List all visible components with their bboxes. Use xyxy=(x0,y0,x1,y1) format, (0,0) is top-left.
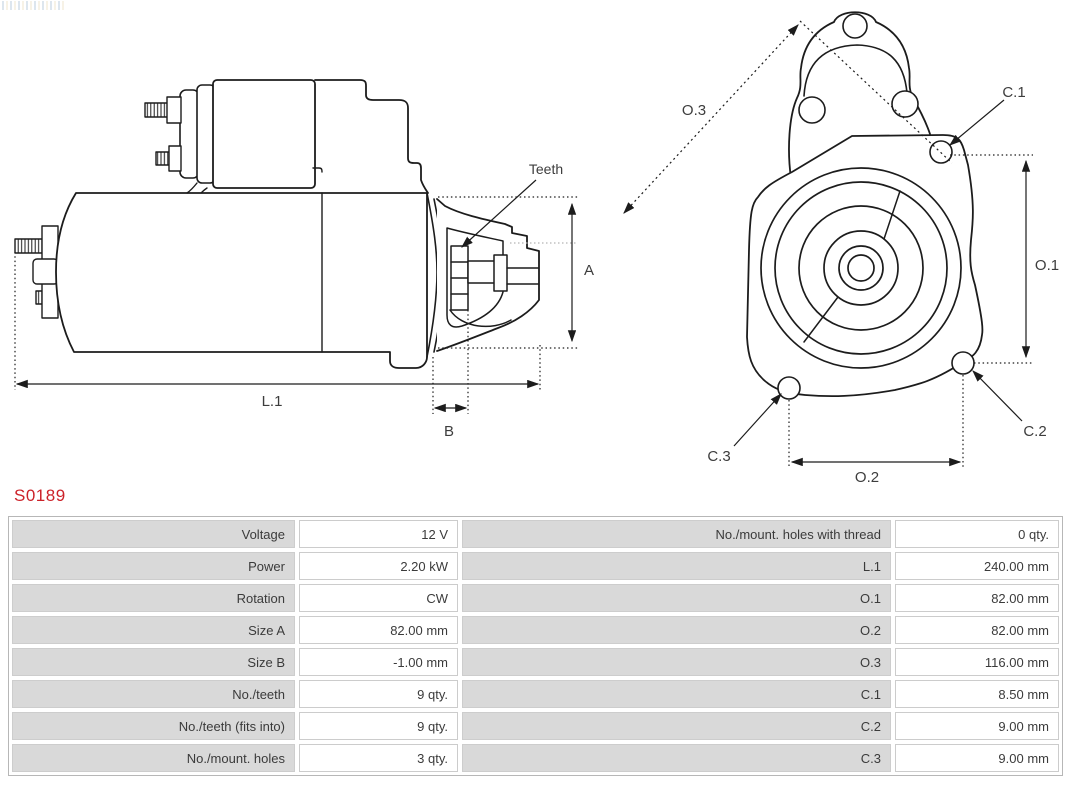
spec-value-o2: 82.00 mm xyxy=(895,616,1059,644)
mount-hole-c3 xyxy=(778,377,800,399)
drive-housing xyxy=(315,80,428,193)
dim-label-c2: C.2 xyxy=(1023,423,1047,440)
spec-label-mount-holes: No./mount. holes xyxy=(12,744,295,772)
spec-label-teeth: No./teeth xyxy=(12,680,295,708)
spec-value-rotation: CW xyxy=(299,584,458,612)
spec-label-size-b: Size B xyxy=(12,648,295,676)
spec-label-c1: C.1 xyxy=(462,680,891,708)
spec-value-size-b: -1.00 mm xyxy=(299,648,458,676)
spec-label-teeth-fits-into: No./teeth (fits into) xyxy=(12,712,295,740)
spec-label-l1: L.1 xyxy=(462,552,891,580)
rear-terminal-studs xyxy=(15,226,58,318)
spec-value-c2: 9.00 mm xyxy=(895,712,1059,740)
spec-value-mount-holes: 3 qty. xyxy=(299,744,458,772)
dim-label-o3: O.3 xyxy=(681,102,707,119)
spec-table xyxy=(8,516,1063,776)
spec-label-voltage: Voltage xyxy=(12,520,295,548)
spec-value-c1: 8.50 mm xyxy=(895,680,1059,708)
mount-hole-c2 xyxy=(952,352,974,374)
spec-label-o2: O.2 xyxy=(462,616,891,644)
spec-value-o3: 116.00 mm xyxy=(895,648,1059,676)
dim-label-c3: C.3 xyxy=(707,448,731,465)
spec-label-c2: C.2 xyxy=(462,712,891,740)
spec-value-voltage: 12 V xyxy=(299,520,458,548)
spec-label-mount-holes-thread: No./mount. holes with thread xyxy=(462,520,891,548)
dim-label-o1: O.1 xyxy=(1034,257,1060,274)
dim-label-c1: C.1 xyxy=(1002,84,1026,101)
dim-label-l1: L.1 xyxy=(261,393,283,410)
side-view xyxy=(15,80,539,368)
dim-label-b: B xyxy=(443,423,455,440)
motor-body xyxy=(56,193,427,368)
solenoid-terminals xyxy=(145,97,181,171)
spec-value-c3: 9.00 mm xyxy=(895,744,1059,772)
spec-label-c3: C.3 xyxy=(462,744,891,772)
spec-value-o1: 82.00 mm xyxy=(895,584,1059,612)
dome-left-hole xyxy=(799,97,825,123)
dim-label-o2: O.2 xyxy=(854,469,880,486)
spec-label-size-a: Size A xyxy=(12,616,295,644)
dim-label-a: A xyxy=(583,262,595,279)
spec-label-o1: O.1 xyxy=(462,584,891,612)
dome-top-hole xyxy=(843,14,867,38)
spec-value-l1: 240.00 mm xyxy=(895,552,1059,580)
spec-value-mount-holes-thread: 0 qty. xyxy=(895,520,1059,548)
dim-label-teeth: Teeth xyxy=(528,161,564,177)
spec-label-power: Power xyxy=(12,552,295,580)
spec-value-teeth: 9 qty. xyxy=(299,680,458,708)
spec-value-size-a: 82.00 mm xyxy=(299,616,458,644)
spec-value-power: 2.20 kW xyxy=(299,552,458,580)
front-view xyxy=(747,12,982,399)
spec-value-teeth-fits-into: 9 qty. xyxy=(299,712,458,740)
spec-label-o3: O.3 xyxy=(462,648,891,676)
part-number-title: S0189 xyxy=(14,486,66,505)
spec-label-rotation: Rotation xyxy=(12,584,295,612)
solenoid xyxy=(180,80,315,193)
drive-end-bell xyxy=(427,193,539,357)
dome-right-hole xyxy=(892,91,918,117)
